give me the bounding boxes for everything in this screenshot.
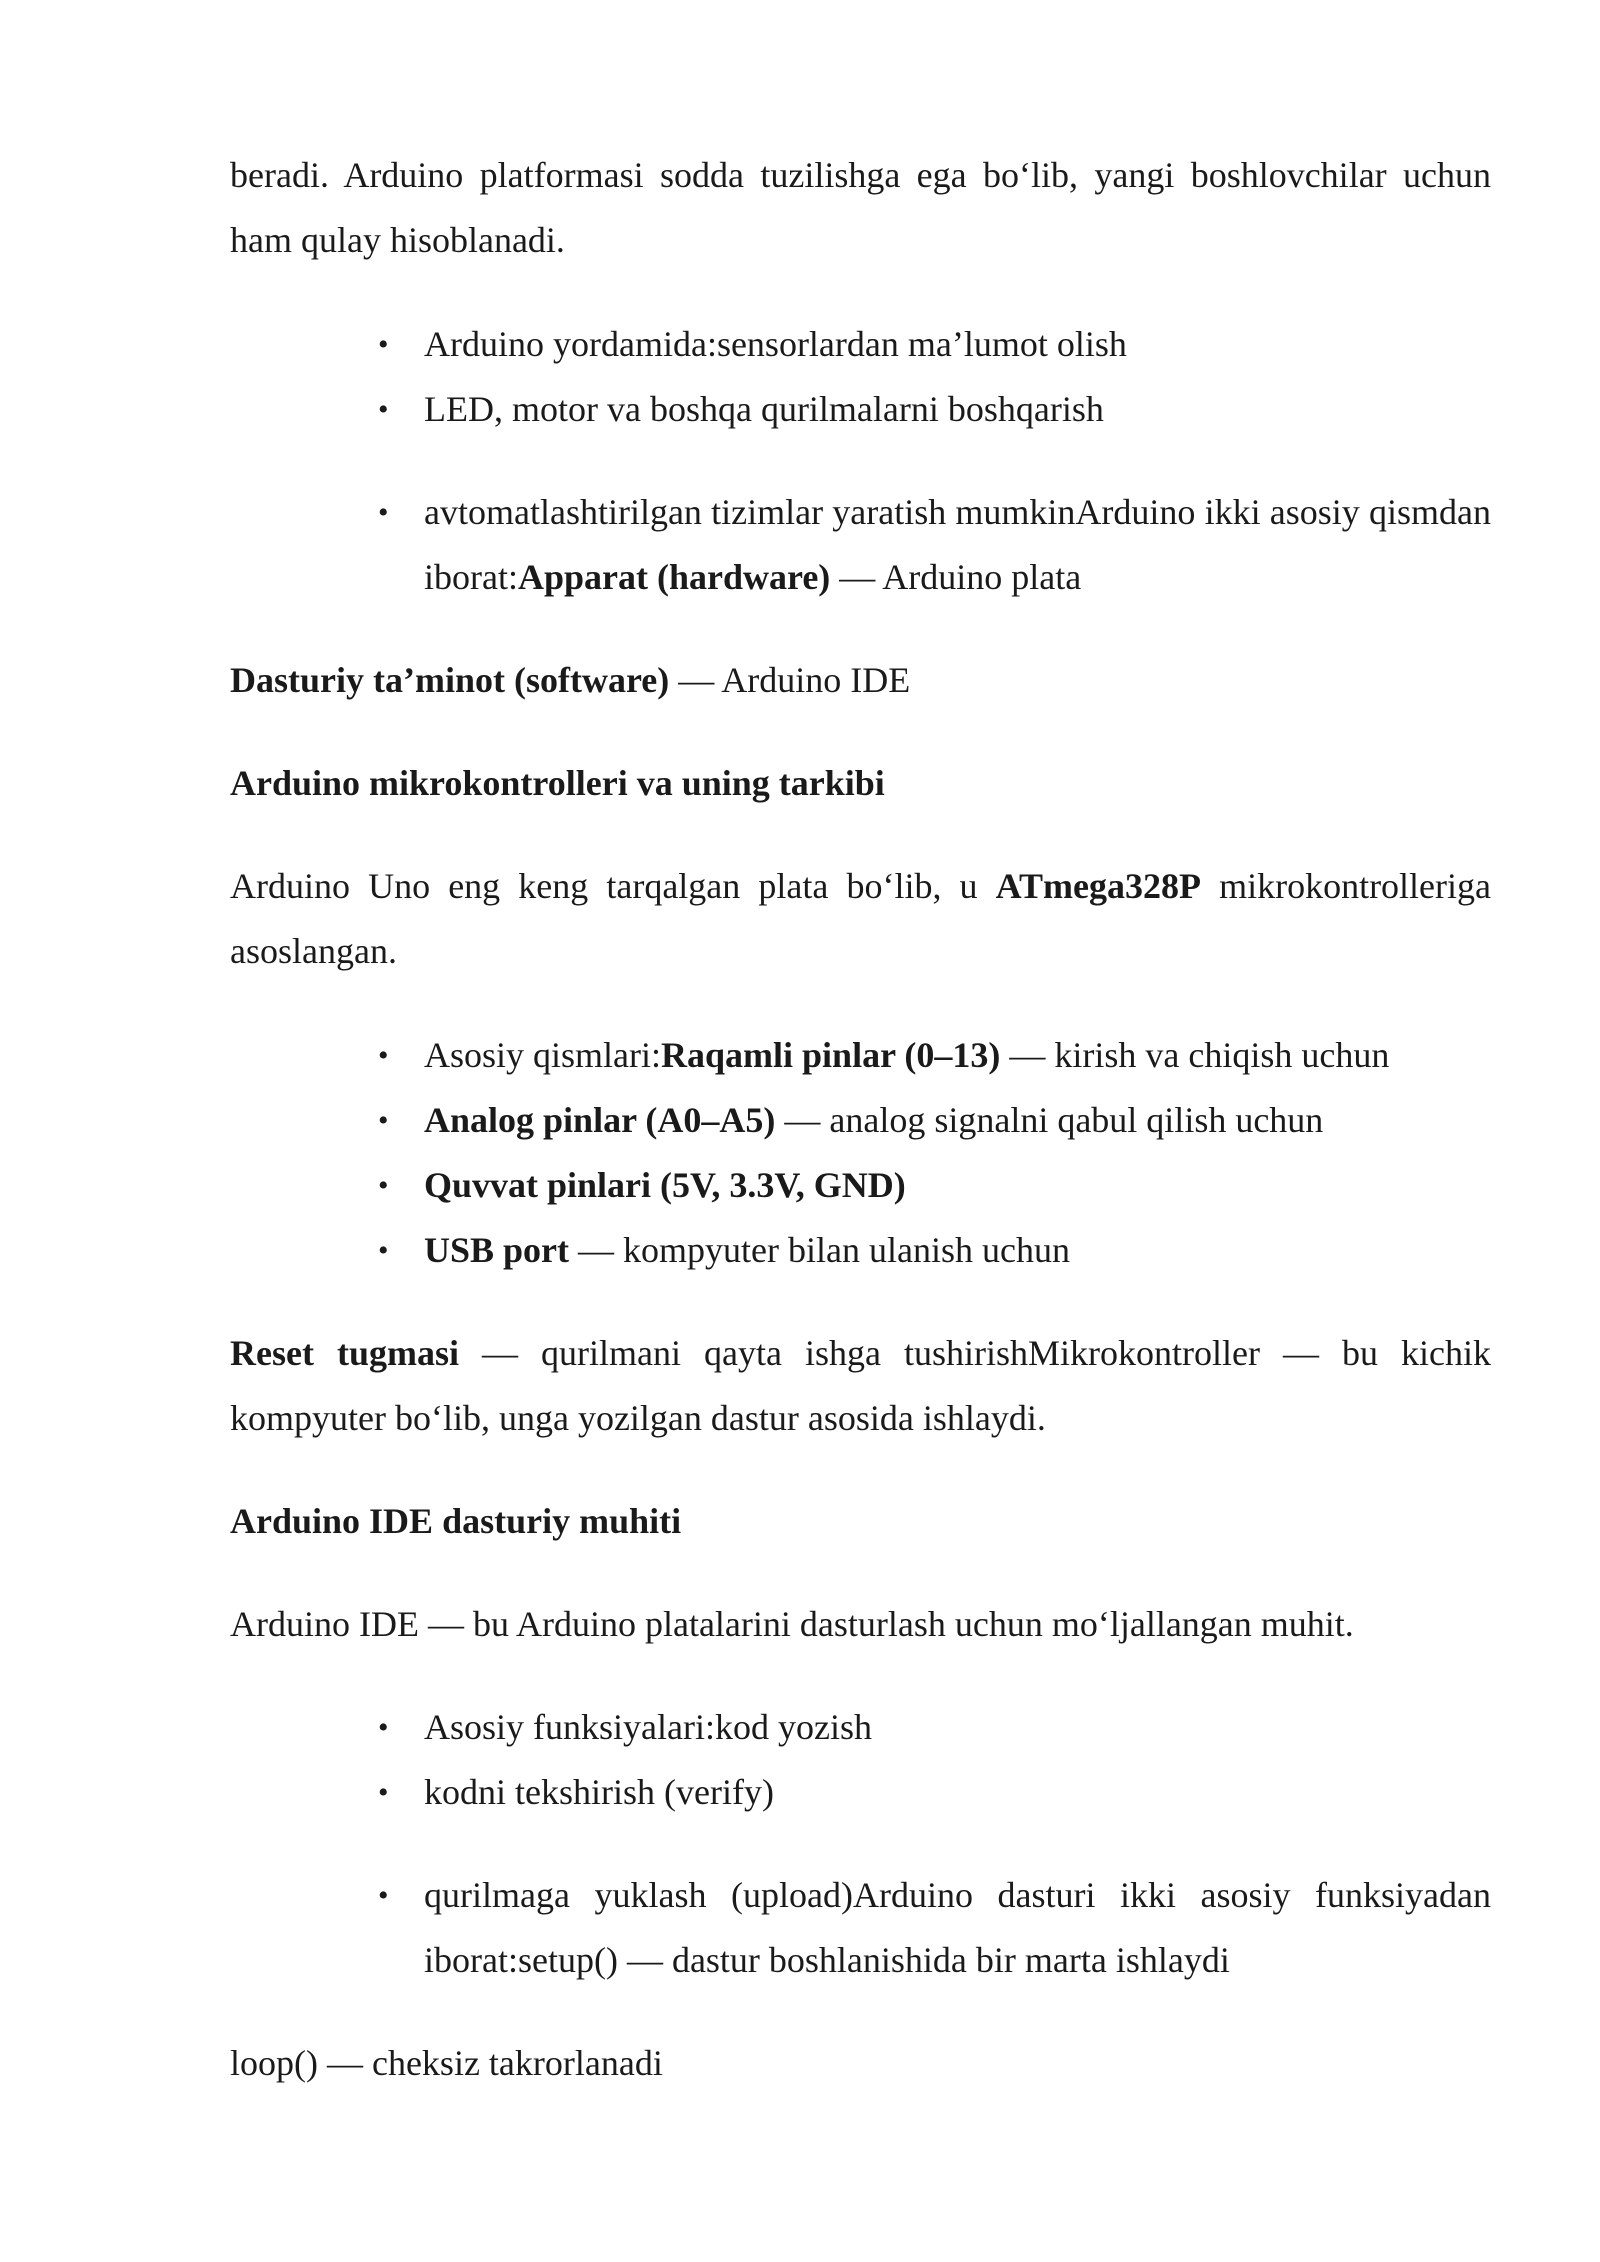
list-item: kodni tekshirish (verify) <box>424 1772 774 1812</box>
bullet-mark: • <box>378 1711 389 1744</box>
list-item: LED, motor va boshqa qurilmalarni boshqarish <box>424 389 1104 429</box>
section-heading: Arduino IDE dasturiy muhiti <box>230 1501 682 1541</box>
list-item: avtomatlashtirilgan tizimlar yaratish mumkinArduino ikki asosiy qismdan iborat:Apparat (hardware) — Arduino plata <box>424 492 1491 597</box>
bullet-mark: • <box>378 328 389 361</box>
paragraph-reset: Reset tugmasi — qurilmani qayta ishga tushirishMikrokontroller — bu kichik kompyuter bo‘lib, unga yozilgan dastur asosida ishlaydi. <box>230 1333 1491 1438</box>
list-item: Quvvat pinlari (5V, 3.3V, GND) <box>424 1165 906 1205</box>
bullet-mark: • <box>378 496 389 529</box>
bullet-mark: • <box>378 1776 389 1809</box>
bullet-mark: • <box>378 1234 389 1267</box>
paragraph-ide: Arduino IDE — bu Arduino platalarini dasturlash uchun mo‘ljallangan muhit. <box>230 1604 1354 1644</box>
bullet-mark: • <box>378 393 389 426</box>
list-item: Asosiy qismlari:Raqamli pinlar (0–13) — kirish va chiqish uchun <box>424 1035 1390 1075</box>
bullet-mark: • <box>378 1104 389 1137</box>
section-heading: Arduino mikrokontrolleri va uning tarkibi <box>230 763 885 803</box>
list-item: qurilmaga yuklash (upload)Arduino dasturi ikki asosiy funksiyadan iborat:setup() — dastur boshlanishida bir marta ishlaydi <box>424 1875 1491 1980</box>
list-item: Arduino yordamida:sensorlardan ma’lumot olish <box>424 324 1127 364</box>
bullet-mark: • <box>378 1039 389 1072</box>
paragraph-arduino-uno: Arduino Uno eng keng tarqalgan plata bo‘lib, u ATmega328P mikrokontrolleriga asoslangan. <box>230 866 1492 971</box>
paragraph-intro: beradi. Arduino platformasi sodda tuzilishga ega bo‘lib, yangi boshlovchilar uchun ham qulay hisoblanadi. <box>230 155 1491 260</box>
list-item: Asosiy funksiyalari:kod yozish <box>424 1707 872 1747</box>
paragraph-software: Dasturiy ta’minot (software) — Arduino IDE <box>230 660 911 700</box>
paragraph-loop: loop() — cheksiz takrorlanadi <box>230 2043 663 2083</box>
bullet-mark: • <box>378 1169 389 1202</box>
bullet-mark: • <box>378 1879 389 1912</box>
list-item: Analog pinlar (A0–A5) — analog signalni qabul qilish uchun <box>424 1100 1324 1140</box>
list-item: USB port — kompyuter bilan ulanish uchun <box>424 1230 1070 1270</box>
